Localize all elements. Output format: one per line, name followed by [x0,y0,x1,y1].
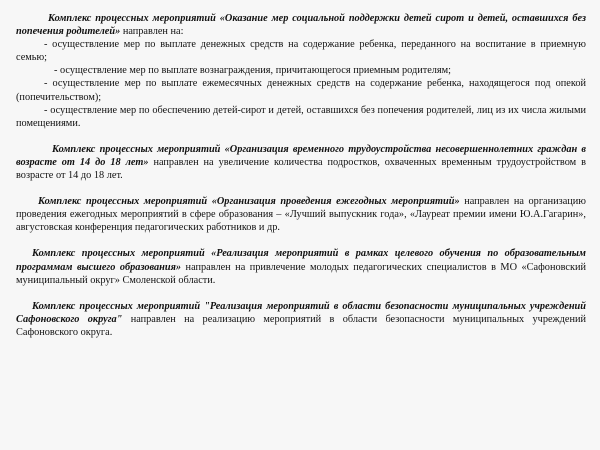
paragraph-text: направлен на реализацию мероприятий в области безопасности муниципальных учреждений Сафоновского округа. [16,313,586,338]
paragraph-social-support [16,12,586,130]
list-item: - осуществление мер по обеспечению детей-сирот и детей, оставшихся без попечения родителей, лиц из их числа жилыми помещениями. [16,104,586,129]
paragraph-safety [16,300,586,339]
paragraph-annual-events [16,195,586,234]
list-item: - осуществление мер по выплате вознаграждения, причитающегося приемным родителям; [54,65,452,77]
paragraph-title: Комплекс процессных мероприятий «Организация временного трудоустройства несовершеннолетних граждан в возрасте от 14 до 18 лет» [16,143,586,168]
paragraph-lead: направлен на: [120,26,184,38]
paragraph-title: Комплекс процессных мероприятий «Реализация мероприятий в рамках целевого обучения по образовательным программам высшего образования» [16,248,586,273]
paragraph-targeted-training [16,247,586,286]
paragraph-title: Комплекс процессных мероприятий «Оказание мер социальной поддержки детей сирот и детей, оставшихся без попечения родителей» [16,13,586,38]
paragraph-title: Комплекс процессных мероприятий «Организация проведения ежегодных мероприятий» [38,196,460,208]
list-item: - осуществление мер по выплате ежемесячных денежных средств на содержание ребенка, находящегося под опекой (попечительством); [16,78,586,103]
paragraph-employment [16,143,586,182]
paragraph-text: направлен на организацию проведения ежегодных мероприятий в сфере образования – «Лучший выпускник года», «Лауреат премии имени Ю.А.Гагарин», августовская конференция педагогических работников и др. [16,196,586,234]
list-item: - осуществление мер по выплате денежных средств на содержание ребенка, переданного на воспитание в приемную семью; [16,39,586,64]
paragraph-text: направлен на увеличение количества подростков, охваченных временным трудоустройством в возрасте от 14 до 18 лет. [16,156,587,182]
bullet-list [16,38,586,130]
paragraph-text: направлен на привлечение молодых педагогических специалистов в МО «Сафоновский муниципальный округ» Смоленской области. [16,261,586,286]
paragraph-title: Комплекс процессных мероприятий "Реализация мероприятий в области безопасности муниципальных учреждений Сафоновского округа" [16,300,586,325]
